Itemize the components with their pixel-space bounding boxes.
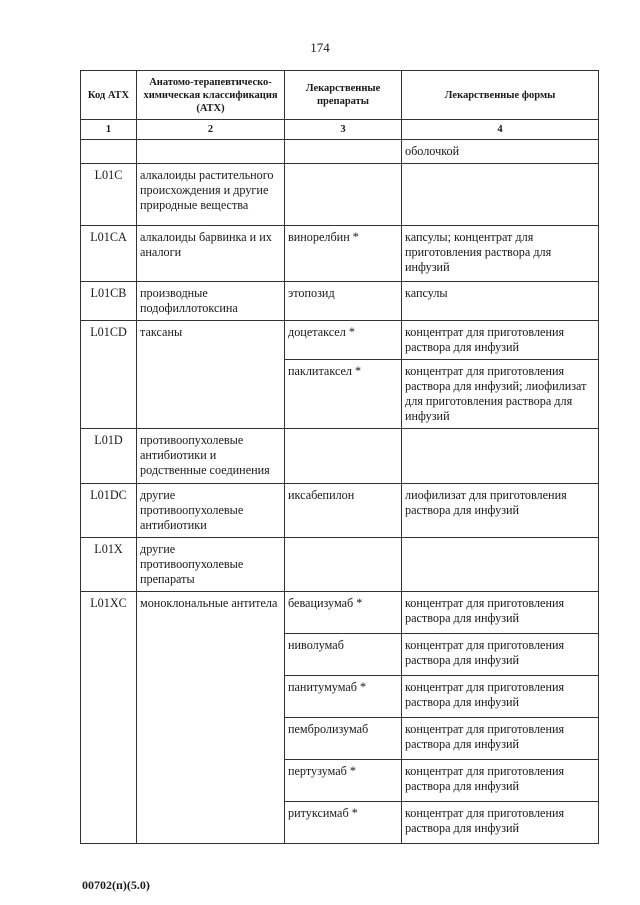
drug-cell bbox=[285, 429, 402, 484]
drug-cell: ритуксимаб * bbox=[285, 802, 402, 844]
dosage-form-cell: капсулы bbox=[402, 282, 599, 321]
atx-code-cell: L01C bbox=[81, 164, 137, 226]
table-row bbox=[81, 538, 599, 592]
drug-cell bbox=[285, 538, 402, 592]
drug-cell: винорелбин * bbox=[285, 226, 402, 282]
atx-code-cell bbox=[81, 140, 137, 164]
column-number-row bbox=[81, 120, 599, 140]
table-row bbox=[81, 484, 599, 538]
atx-code-cell: L01XC bbox=[81, 592, 137, 844]
dosage-form-cell bbox=[402, 164, 599, 226]
drug-cell bbox=[285, 140, 402, 164]
atx-classification-cell: другие противоопухолевые антибиотики bbox=[137, 484, 285, 538]
table-row bbox=[81, 321, 599, 360]
atx-classification-cell: алкалоиды растительного происхождения и другие природные вещества bbox=[137, 164, 285, 226]
table-row bbox=[81, 140, 599, 164]
header-drugs: Лекарственные препараты bbox=[285, 71, 402, 120]
dosage-form-cell: концентрат для приготовления раствора для инфузий bbox=[402, 802, 599, 844]
dosage-form-cell: концентрат для приготовления раствора для инфузий bbox=[402, 676, 599, 718]
atx-classification-cell: другие противоопухолевые препараты bbox=[137, 538, 285, 592]
dosage-form-cell: оболочкой bbox=[402, 140, 599, 164]
table-body bbox=[81, 140, 599, 844]
drug-cell: паклитаксел * bbox=[285, 360, 402, 429]
dosage-form-cell: концентрат для приготовления раствора для инфузий bbox=[402, 321, 599, 360]
column-number: 4 bbox=[402, 120, 599, 140]
table-header-row bbox=[81, 71, 599, 120]
dosage-form-cell: концентрат для приготовления раствора для инфузий bbox=[402, 760, 599, 802]
table-row bbox=[81, 429, 599, 484]
atx-classification-cell: таксаны bbox=[137, 321, 285, 429]
column-number: 2 bbox=[137, 120, 285, 140]
table-row bbox=[81, 282, 599, 321]
column-number: 3 bbox=[285, 120, 402, 140]
dosage-form-cell: концентрат для приготовления раствора для инфузий bbox=[402, 634, 599, 676]
atx-classification-cell: моноклональные антитела bbox=[137, 592, 285, 844]
atx-code-cell: L01CB bbox=[81, 282, 137, 321]
atx-code-cell: L01CD bbox=[81, 321, 137, 429]
atx-code-cell: L01D bbox=[81, 429, 137, 484]
header-forms: Лекарственные формы bbox=[402, 71, 599, 120]
dosage-form-cell bbox=[402, 538, 599, 592]
drug-cell bbox=[285, 164, 402, 226]
drug-cell: доцетаксел * bbox=[285, 321, 402, 360]
drug-cell: пертузумаб * bbox=[285, 760, 402, 802]
table-row bbox=[81, 164, 599, 226]
atx-table bbox=[80, 70, 599, 844]
atx-code-cell: L01X bbox=[81, 538, 137, 592]
drug-cell: бевацизумаб * bbox=[285, 592, 402, 634]
dosage-form-cell: концентрат для приготовления раствора для инфузий; лиофилизат для приготовления раствора для инфузий bbox=[402, 360, 599, 429]
drug-cell: панитумумаб * bbox=[285, 676, 402, 718]
drug-cell: этопозид bbox=[285, 282, 402, 321]
footer-document-code: 00702(п)(5.0) bbox=[82, 878, 150, 892]
dosage-form-cell: лиофилизат для приготовления раствора для инфузий bbox=[402, 484, 599, 538]
column-number: 1 bbox=[81, 120, 137, 140]
header-code: Код АТХ bbox=[81, 71, 137, 120]
dosage-form-cell: концентрат для приготовления раствора для инфузий bbox=[402, 718, 599, 760]
dosage-form-cell bbox=[402, 429, 599, 484]
atx-classification-cell bbox=[137, 140, 285, 164]
atx-code-cell: L01CA bbox=[81, 226, 137, 282]
atx-classification-cell: противоопухолевые антибиотики и родственные соединения bbox=[137, 429, 285, 484]
atx-classification-cell: алкалоиды барвинка и их аналоги bbox=[137, 226, 285, 282]
dosage-form-cell: концентрат для приготовления раствора для инфузий bbox=[402, 592, 599, 634]
drug-cell: ниволумаб bbox=[285, 634, 402, 676]
table-row bbox=[81, 226, 599, 282]
table-row bbox=[81, 592, 599, 634]
drug-cell: пембролизумаб bbox=[285, 718, 402, 760]
atx-classification-cell: производные подофиллотоксина bbox=[137, 282, 285, 321]
drug-cell: иксабепилон bbox=[285, 484, 402, 538]
atx-code-cell: L01DC bbox=[81, 484, 137, 538]
page-number: 174 bbox=[310, 40, 330, 55]
header-classification: Анатомо-терапевтическо-химическая классификация (АТХ) bbox=[137, 71, 285, 120]
dosage-form-cell: капсулы; концентрат для приготовления раствора для инфузий bbox=[402, 226, 599, 282]
